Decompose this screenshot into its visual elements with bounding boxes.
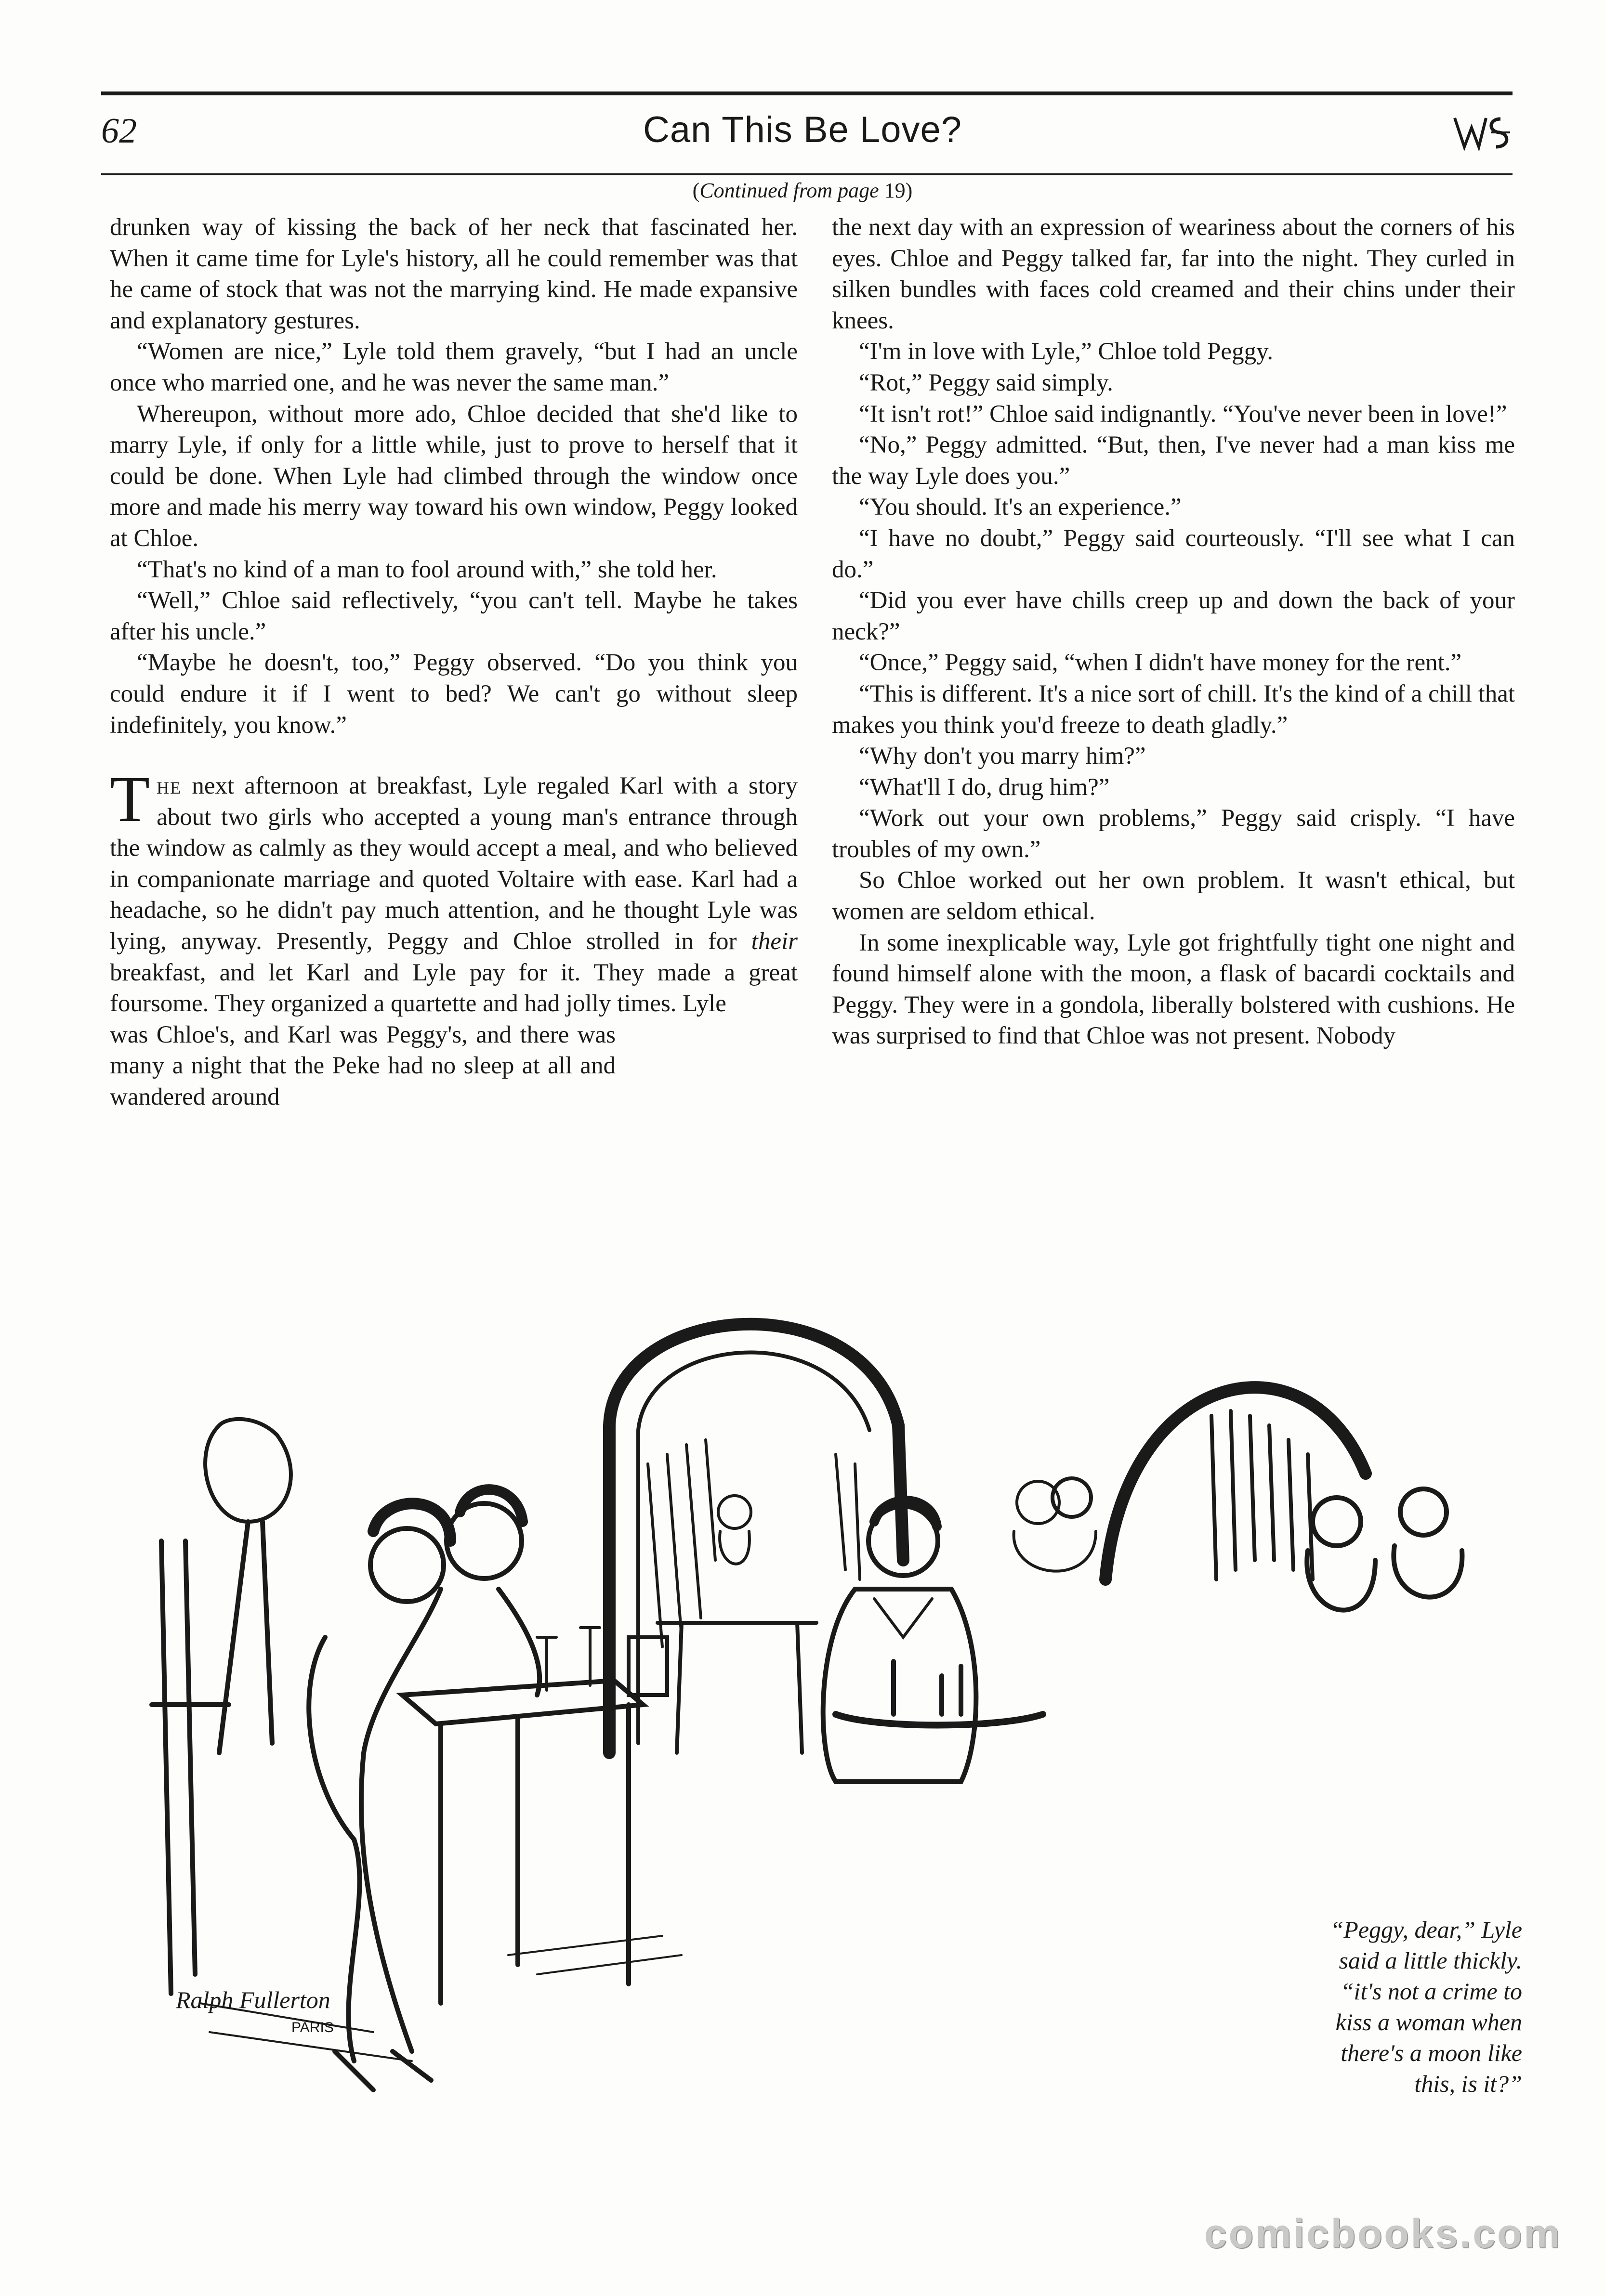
paragraph: “I have no doubt,” Peggy said courteously. “I'll see what I can do.” [832,524,1515,583]
paragraph: “It isn't rot!” Chloe said indignantly. “You've never been in love!” [859,400,1507,428]
artist-signature: Ralph Fullerton [176,1986,330,2013]
paragraph: So Chloe worked out her own problem. It wasn't ethical, but women are seldom ethical. [832,867,1515,926]
paragraph: “What'll I do, drug him?” [859,773,1110,801]
continued-page: 19 [884,179,906,202]
paragraph: the next day with an expression of weariness about the corners of his eyes. Chloe and Peggy talked far, far into the night. They curled in silken bundles with faces cold creamed and their chins under their knees. [832,214,1515,334]
caption-line: this, is it?” [1414,2070,1522,2097]
paragraph: Whereupon, without more ado, Chloe decided that she'd like to marry Lyle, if only for a little while, just to prove to herself that it could be done. When Lyle had climbed through the window once more and made his merry way toward his own window, Peggy looked at Chloe. [110,400,798,552]
paragraph: “Why don't you marry him?” [859,743,1146,770]
continued-label: Continued from page [699,179,879,202]
header-underline [101,173,1513,175]
section-smallcaps: he [157,772,182,800]
paragraph: “That's no kind of a man to fool around with,” she told her. [137,556,717,583]
paragraph: “Well,” Chloe said reflectively, “you can't tell. Maybe he takes after his uncle.” [110,587,798,645]
paragraph: “Rot,” Peggy said simply. [859,369,1113,396]
continued-note: (Continued from page 19) [692,179,913,202]
caption-line: said a little thickly. [1339,1947,1522,1974]
paragraph: In some inexplicable way, Lyle got frightfully tight one night and found himself alone with the moon, a flask of bacardi cocktails and Peggy. They were in a gondola, liberally bolstered with cushions. He was surprised to find that Chloe was not present. Nobody [832,929,1515,1050]
section-paragraph: The next afternoon at breakfast, Lyle regaled Karl with a story about two girls who accepted a young man's entrance through the window as calmly as they would accept a meal, and who believed in companionate marriage and quoted Voltaire with ease. Karl had a headache, so he didn't pay much attention, and he thought Lyle was lying, anyway. Presently, Peggy and Chloe strolled in for their breakfast, and let Karl and Lyle pay for it. They made a great foursome. They organized a quartette and had jolly times. Lyle [110,763,798,1018]
caption-line: “it's not a crime to [1340,1978,1522,2005]
publisher-logo-icon [1450,108,1513,157]
paragraph: “Women are nice,” Lyle told them gravely, “but I had an uncle once who married one, and he was never the same man.” [110,338,798,396]
paragraph: “You should. It's an experience.” [859,494,1182,521]
paragraph: “Maybe he doesn't, too,” Peggy observed. “Do you think you could endure it if I went to bed? We can't go without sleep indefinitely, you know.” [110,649,798,739]
paragraph: “Work out your own problems,” Peggy said crisply. “I have troubles of my own.” [832,805,1515,863]
left-column [110,212,798,1113]
header-rule [101,91,1513,95]
emphasis: their [751,928,798,955]
artist-signature-place: PARIS [291,2020,334,2035]
paragraph: “No,” Peggy admitted. “But, then, I've never had a man kiss me the way Lyle does you.” [832,431,1515,490]
paragraph-continuation: was Chloe's, and Karl was Peggy's, and there was many a night that the Peke had no sleep at all and wandered around [110,1021,616,1111]
illustration-caption [1243,1914,1522,2099]
right-column [832,212,1515,1052]
paragraph: “Once,” Peggy said, “when I didn't have money for the rent.” [859,649,1462,677]
paragraph: “This is different. It's a nice sort of chill. It's the kind of a chill that makes you think you'd freeze to death gladly.” [832,680,1515,739]
caption-line: kiss a woman when [1335,2009,1522,2035]
paragraph: drunken way of kissing the back of her neck that fascinated her. When it came time for Lyle's history, all he could remember was that he came of stock that was not the marrying kind. He made expansive and explanatory gestures. [110,214,798,334]
paragraph: “I'm in love with Lyle,” Chloe told Peggy. [859,338,1274,365]
paragraph: “Did you ever have chills creep up and down the back of your neck?” [832,587,1515,645]
caption-line: “Peggy, dear,” Lyle [1330,1916,1522,1943]
page-number: 62 [101,111,137,151]
drop-cap: T [110,763,150,836]
running-title: Can This Be Love? [643,109,962,150]
caption-line: there's a moon like [1341,2039,1522,2066]
watermark: comicbooks.com [1204,2211,1562,2256]
